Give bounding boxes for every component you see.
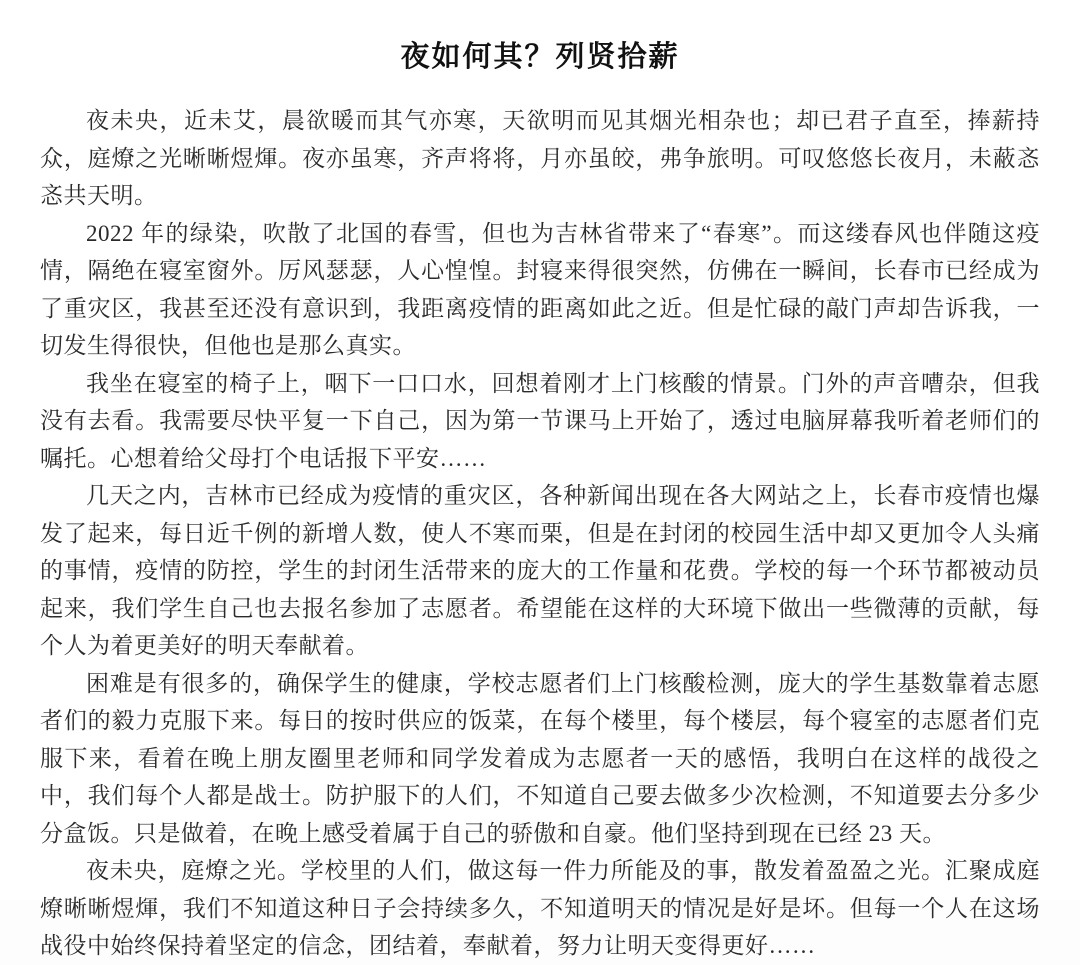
paragraph: 困难是有很多的，确保学生的健康，学校志愿者们上门核酸检测，庞大的学生基数靠着志愿者们的毅力克服下来。每日的按时供应的饭菜，在每个楼里，每个楼层，每个寝室的志愿者们克服下来，看着在晚上朋友圈里老师和同学发着成为志愿者一天的感悟，我明白在这样的战役之中，我们每个人都是战士。防护服下的人们，不知道自己要去做多少次检测，不知道要去分多少分盒饭。只是做着，在晚上感受着属于自己的骄傲和自豪。他们坚持到现在已经 23 天。 (40, 670, 1040, 846)
paragraph: 2022 年的绿染，吹散了北国的春雪，但也为吉林省带来了“春寒”。而这缕春风也伴随这疫情，隔绝在寝室窗外。厉风瑟瑟，人心惶惶。封寝来得很突然，仿佛在一瞬间，长春市已经成为了重灾区，我甚至还没有意识到，我距离疫情的距离如此之近。但是忙碌的敲门声却告诉我，一切发生得很快，但他也是那么真实。 (40, 220, 1040, 358)
paragraph: 夜未央，近未艾，晨欲暖而其气亦寒，天欲明而见其烟光相杂也；却已君子直至，捧薪持众，庭燎之光晰晰煜煇。夜亦虽寒，齐声将将，月亦虽皎，弗争旅明。可叹悠悠长夜月，未蔽忞忞共天明。 (40, 108, 1040, 208)
document-title: 夜如何其？列贤拾薪 (400, 41, 680, 73)
paragraph: 夜未央，庭燎之光。学校里的人们，做这每一件力所能及的事，散发着盈盈之光。汇聚成庭燎晰晰煜煇，我们不知道这种日子会持续多久，不知道明天的情况是好是坏。但每一个人在这场战役中始终保持着坚定的信念，团结着，奉献着，努力让明天变得更好…… (40, 858, 1040, 958)
paragraph: 我坐在寝室的椅子上，咽下一口口水，回想着刚才上门核酸的情景。门外的声音嘈杂，但我没有去看。我需要尽快平复一下自己，因为第一节课马上开始了，透过电脑屏幕我听着老师们的嘱托。心想着给父母打个电话报下平安…… (40, 370, 1040, 471)
document-body (40, 102, 1040, 965)
paragraph: 几天之内，吉林市已经成为疫情的重灾区，各种新闻出现在各大网站之上，长春市疫情也爆发了起来，每日近千例的新增人数，使人不寒而栗，但是在封闭的校园生活中却又更加令人头痛的事情，疫情的防控，学生的封闭生活带来的庞大的工作量和花费。学校的每一个环节都被动员起来，我们学生自己也去报名参加了志愿者。希望能在这样的大环境下做出一些微薄的贡献，每个人为着更美好的明天奉献着。 (40, 483, 1040, 658)
